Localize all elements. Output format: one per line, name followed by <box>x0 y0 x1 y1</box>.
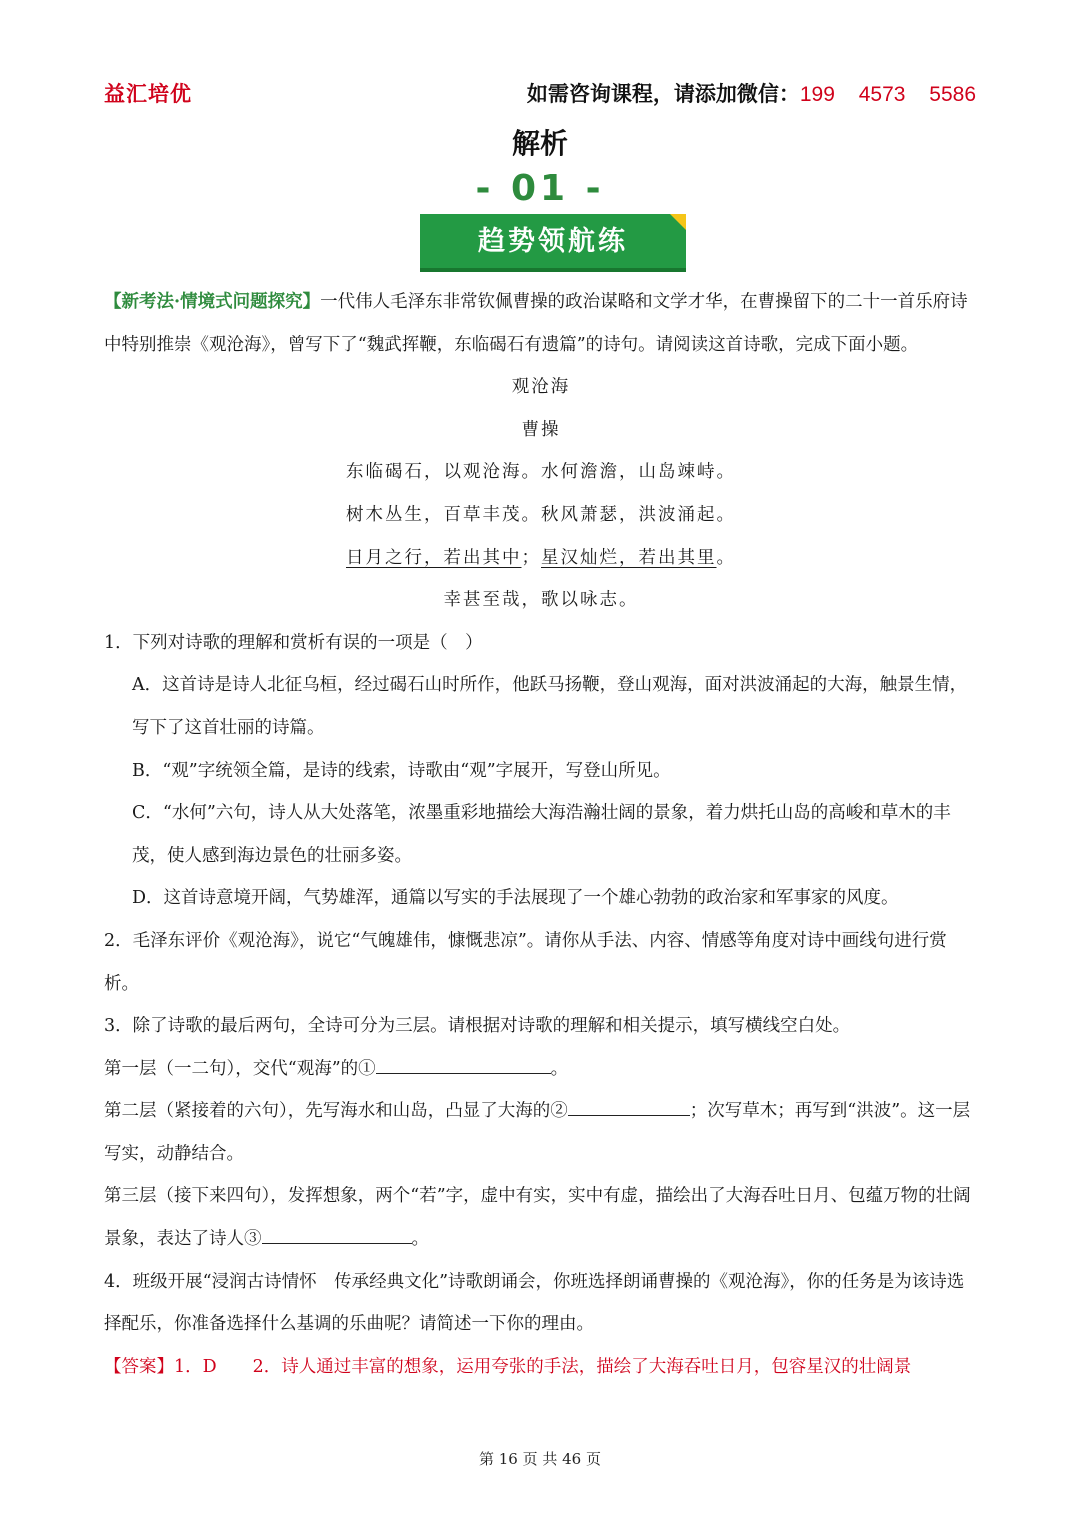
brand-name: 益汇培优 <box>104 82 192 106</box>
banner-corner-icon <box>670 214 686 230</box>
blank-1 <box>376 1055 551 1074</box>
poem-line-1: 东临碣石，以观沧海。水何澹澹，山岛竦峙。 <box>346 462 736 483</box>
answer-2: 2．诗人通过丰富的想象，运用夸张的手法，描绘了大海吞吐日月，包容星汉的壮阔景 <box>252 1356 912 1377</box>
question-3-layer-1 <box>104 1048 978 1091</box>
answer-1: 1．D <box>174 1356 217 1377</box>
question-4: 4．班级开展“浸润古诗情怀 传承经典文化”诗歌朗诵会，你班选择朗诵曹操的《观沧海》，你的任务是为该诗选择配乐，你准备选择什么基调的乐曲呢？请简述一下你的理由。 <box>104 1271 965 1335</box>
poem-semicolon: ； <box>521 547 541 568</box>
poem-period: 。 <box>716 547 736 568</box>
question-1-option-a: A．这首诗是诗人北征乌桓，经过碣石山时所作，他跃马扬鞭，登山观海，面对洪波涌起的大海，触景生情，写下了这首壮丽的诗篇。 <box>132 675 968 738</box>
answer-line <box>104 1346 978 1389</box>
question-1-option-d: D．这首诗意境开阔，气势雄浑，通篇以写实的手法展现了一个雄心勃勃的政治家和军事家的风度。 <box>132 888 899 909</box>
section-number: - 01 - <box>475 168 605 209</box>
blank-2 <box>568 1097 690 1116</box>
contact-label: 如需咨询课程，请添加微信： <box>526 82 800 106</box>
question-3-layer-2 <box>104 1090 978 1175</box>
intro-tag: 【新考法·情境式问题探究】 <box>104 292 321 312</box>
layer-1-text: 第一层（一二句），交代“观海”的① <box>104 1058 376 1079</box>
layer-3-end: 。 <box>411 1229 429 1250</box>
question-1-option-c: C．“水何”六句，诗人从大处落笔，浓墨重彩地描绘大海浩瀚壮阔的景象，着力烘托山岛的高峻和草木的丰茂，使人感到海边景色的壮丽多姿。 <box>132 803 951 866</box>
question-3-stem: 3．除了诗歌的最后两句，全诗可分为三层。请根据对诗歌的理解和相关提示，填写横线空白处。 <box>104 1016 851 1037</box>
answer-tag: 【答案】 <box>104 1356 174 1377</box>
poem-title: 观沧海 <box>511 377 571 398</box>
question-1-option-b: B．“观”字统领全篇，是诗的线索，诗歌由“观”字展开，写登山所见。 <box>132 760 671 781</box>
page-footer: 第 16 页 共 46 页 <box>478 1450 601 1468</box>
layer-1-end: 。 <box>550 1058 569 1079</box>
intro-paragraph <box>104 281 978 366</box>
poem-author: 曹操 <box>521 419 561 440</box>
banner-label: 趋势领航练 <box>478 226 628 257</box>
poem-underlined-a: 日月之行，若出其中 <box>346 547 522 568</box>
poem-underlined-b: 星汉灿烂，若出其里 <box>541 547 717 568</box>
phone-number: 199 4573 5586 <box>799 83 976 106</box>
section-title: 解析 <box>511 127 568 160</box>
poem-line-4: 幸甚至哉，歌以咏志。 <box>443 590 639 611</box>
layer-2-end: ；次写草木；再写到“洪波”。这一层写实，动静结合。 <box>104 1101 971 1164</box>
intro-text: 一代伟人毛泽东非常钦佩曹操的政治谋略和文学才华，在曹操留下的二十一首乐府诗中特别推崇《观沧海》，曾写下了“魏武挥鞭，东临碣石有遗篇”的诗句。请阅读这首诗歌，完成下面小题。 <box>104 292 968 355</box>
blank-3 <box>262 1225 412 1244</box>
question-2: 2．毛泽东评价《观沧海》，说它“气魄雄伟，慷慨悲凉”。请你从手法、内容、情感等角度对诗中画线句进行赏析。 <box>104 930 947 994</box>
poem-line-2: 树木丛生，百草丰茂。秋风萧瑟，洪波涌起。 <box>346 504 736 525</box>
content-body <box>104 281 978 1388</box>
question-1-stem: 1．下列对诗歌的理解和赏析有误的一项是（ ） <box>104 632 483 653</box>
contact-info <box>527 78 976 108</box>
layer-3-text: 第三层（接下来四句），发挥想象，两个“若”字，虚中有实，实中有虚，描绘出了大海吞吐日月、包蕴万物的壮阔景象，表达了诗人③ <box>104 1186 971 1250</box>
question-3-layer-3 <box>104 1175 978 1260</box>
layer-2-text: 第二层（紧接着的六句），先写海水和山岛，凸显了大海的② <box>104 1101 568 1122</box>
section-banner <box>420 214 686 272</box>
poem-line-3 <box>104 537 978 580</box>
